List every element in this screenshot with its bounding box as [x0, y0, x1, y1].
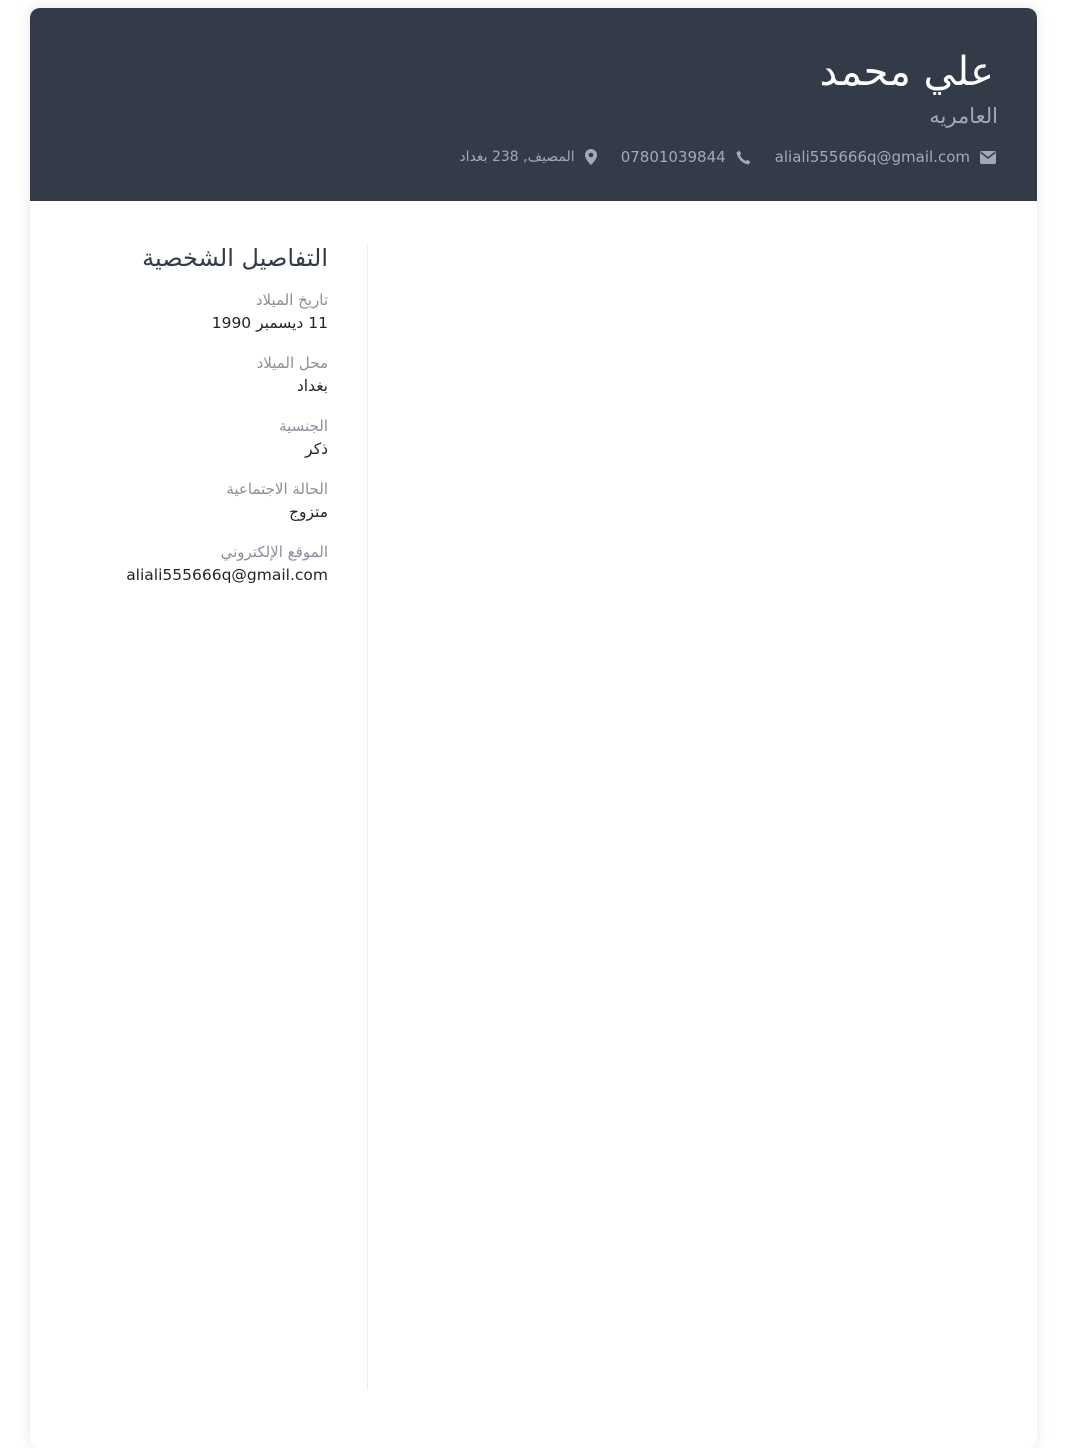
full-name: علي محمد — [819, 49, 994, 95]
subtitle: العامريه — [929, 104, 998, 128]
contact-bar — [459, 145, 996, 169]
detail-website — [90, 541, 328, 587]
phone-icon — [736, 150, 751, 165]
detail-nationality — [90, 415, 328, 461]
resume-page — [30, 8, 1037, 1448]
section-title: التفاصيل الشخصية — [142, 244, 328, 272]
contact-phone-text: 07801039844 — [620, 148, 726, 166]
detail-label: محل الميلاد — [256, 354, 328, 372]
contact-email-text: aliali555666q@gmail.com — [774, 148, 970, 166]
detail-value: ذكر — [305, 440, 328, 458]
detail-marital-status — [90, 478, 328, 524]
contact-address — [459, 149, 596, 165]
resume-header — [30, 8, 1037, 201]
detail-value: بغداد — [296, 377, 328, 395]
detail-birth-date — [90, 289, 328, 335]
detail-label: تاريخ الميلاد — [255, 291, 328, 309]
detail-label: الموقع الإلكتروني — [220, 543, 328, 561]
contact-phone[interactable] — [621, 148, 751, 166]
website-link[interactable]: aliali555666q@gmail.com — [126, 566, 328, 584]
detail-value: متزوج — [288, 503, 328, 521]
personal-details-section — [90, 241, 328, 604]
detail-label: الجنسية — [279, 417, 328, 435]
column-divider — [367, 243, 368, 1390]
detail-label: الحالة الاجتماعية — [226, 480, 328, 498]
contact-email[interactable] — [775, 148, 996, 166]
contact-address-text: المصيف, 238 بغداد — [459, 149, 575, 165]
detail-value: 11 ديسمبر 1990 — [211, 314, 328, 332]
map-marker-icon — [585, 149, 597, 165]
detail-birth-place — [90, 352, 328, 398]
envelope-icon — [980, 151, 996, 164]
